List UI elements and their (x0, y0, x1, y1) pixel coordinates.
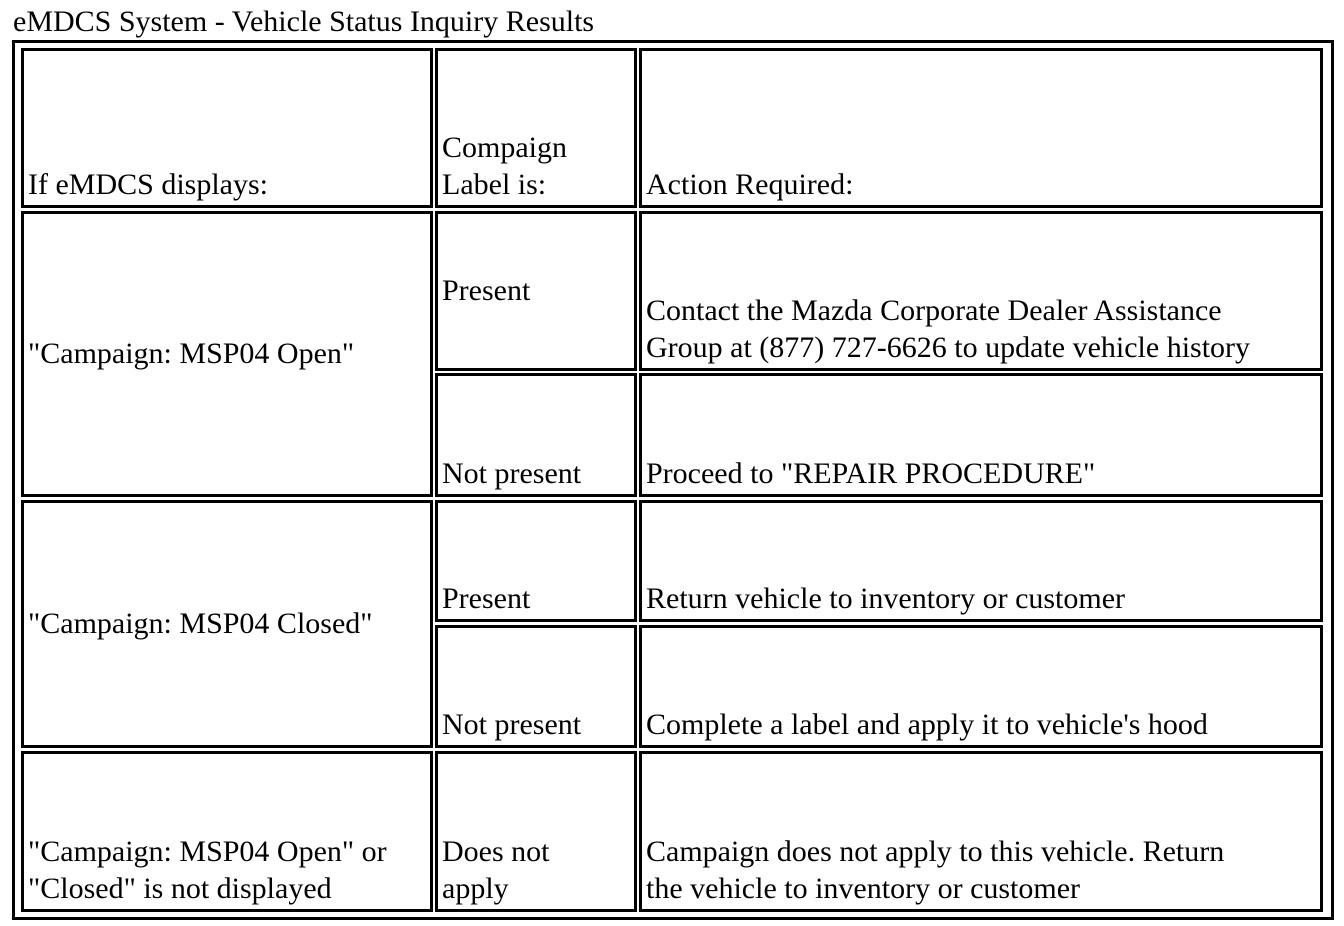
header-display (21, 48, 433, 208)
action-not-displayed-line1: Campaign does not apply to this vehicle. Return (646, 835, 1225, 868)
display-open (21, 211, 433, 497)
label-not-displayed-line1: Does not (442, 835, 550, 868)
action-open-present-line2: Group at (877) 727-6626 to update vehicle history (646, 331, 1251, 364)
header-label (435, 48, 637, 208)
action-closed-not-present-text: Complete a label and apply it to vehicle's hood (646, 708, 1208, 741)
action-open-present-line1: Contact the Mazda Corporate Dealer Assistance (646, 294, 1222, 327)
header-label-line1: Compaign (442, 131, 567, 164)
label-closed-present (435, 500, 637, 622)
action-not-displayed (639, 751, 1323, 912)
label-closed-not-present (435, 625, 637, 748)
display-open-text: "Campaign: MSP04 Open" (28, 336, 355, 370)
display-not-displayed (21, 751, 433, 912)
label-closed-not-present-text: Not present (442, 708, 582, 741)
display-not-displayed-line1: "Campaign: MSP04 Open" or (28, 835, 387, 868)
header-action (639, 48, 1323, 208)
label-not-displayed-line2: apply (442, 872, 509, 905)
label-not-displayed (435, 751, 637, 912)
label-open-present-text: Present (442, 273, 531, 307)
label-open-not-present (435, 373, 637, 497)
action-closed-not-present (639, 625, 1323, 748)
action-not-displayed-line2: the vehicle to inventory or customer (646, 872, 1081, 905)
display-closed (21, 500, 433, 748)
action-open-present (639, 211, 1323, 371)
header-display-text: If eMDCS displays: (28, 168, 268, 201)
table-caption: eMDCS System - Vehicle Status Inquiry Results (13, 5, 595, 38)
header-action-text: Action Required: (646, 168, 854, 201)
label-open-present (435, 211, 637, 371)
header-label-line2: Label is: (442, 168, 547, 201)
label-closed-present-text: Present (442, 582, 531, 615)
display-not-displayed-line2: "Closed" is not displayed (28, 872, 332, 905)
action-closed-present (639, 500, 1323, 622)
action-open-not-present-text: Proceed to "REPAIR PROCEDURE" (646, 457, 1096, 490)
action-closed-present-text: Return vehicle to inventory or customer (646, 582, 1126, 615)
label-open-not-present-text: Not present (442, 457, 582, 490)
action-open-not-present (639, 373, 1323, 497)
display-closed-text: "Campaign: MSP04 Closed" (28, 606, 373, 640)
